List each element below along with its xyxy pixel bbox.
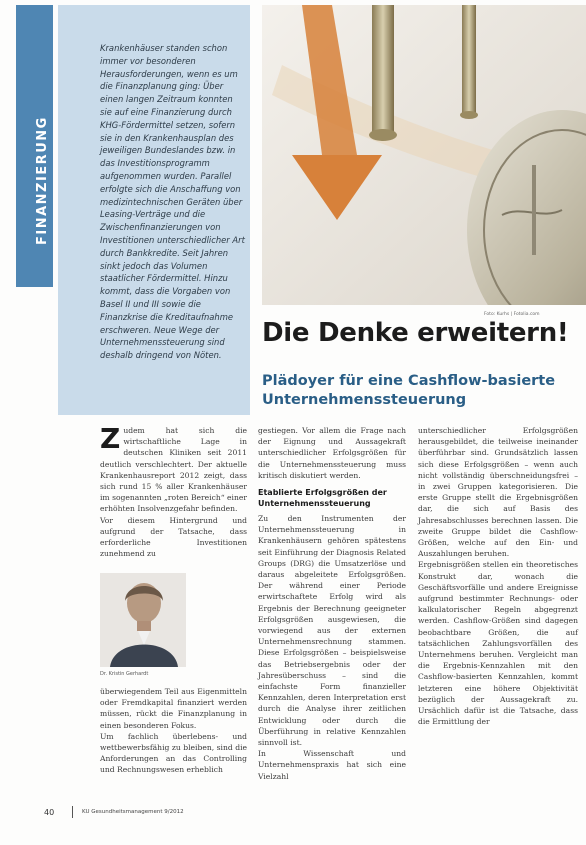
author-portrait — [100, 573, 186, 667]
author-photo — [100, 573, 186, 667]
publication-name: KU Gesundheitsmanagement 9/2012 — [82, 809, 184, 815]
body-column-2 — [258, 425, 406, 782]
page-number: 40 — [44, 808, 55, 817]
portrait-caption: Dr. Kristin Gerhardt — [100, 671, 149, 677]
paragraph: Vor diesem Hintergrund und aufgrund der Tatsache, dass erforderliche Investitionen zunehmend zu — [100, 515, 247, 559]
body-column-3 — [418, 425, 578, 727]
paragraph: Ergebnisgrößen stellen ein theoretisches Konstrukt dar, wonach die Geschäftsvorfälle und andere Ereignisse aufgrund bestimmter Rechnungs- oder kalkulatorischer Regeln abgegrenzt werden. Cashflow-Größen sind dagegen beobachtbare Größen, die auf tatsächlichen Zahlungsvorfällen des Unternehmens beruhen. Vergleicht man die Ergebnis-Kennzahlen mit den Cashflow-basierten Kennzahlen, kommt letzteren eine höhere Objektivität bezüglich der Aussagekraft zu. Ursächlich dafür ist die Tatsache, dass die Ermittlung der — [418, 560, 578, 727]
paragraph: Zu den Instrumenten der Unternehmenssteuerung in Krankenhäusern gehören spätestens seit Einführung der Diagnosis Related Groups (DRG) die Umsatzerlöse und daraus abgeleitete Erfolgsgrößen. Der während einer Periode erwirtschaftete Erfolg wird als Ergebnis der Berechnung geeigneter Erfolgsgrößen ausgewiesen, die vorwiegend aus der externen Unternehmensrechnung stammen. Diese Erfolgsgrößen – beispielsweise das Betriebsergebnis oder der Jahresüberschuss – sind die einfachste Form finanzieller Kennzahlen, deren Interpretation erst durch die Analyse ihrer zeitlichen Entwicklung oder durch die Überführung in relative Kennzahlen sinnvoll ist. — [258, 514, 406, 748]
section-label: FINANZIERUNG — [35, 116, 50, 245]
paragraph: gestiegen. Vor allem die Frage nach der Eignung und Aussagekraft unterschiedlicher Erfolgsgrößen für die Unternehmenssteuerung muss kritisch diskutiert werden. — [258, 426, 406, 480]
body-column-1 — [100, 422, 247, 559]
paragraph: unterschiedlicher Erfolgsgrößen herausgebildet, die teilweise ineinander überführbar sind. Grundsätzlich lassen sich diese Erfolgsgrößen – wenn auch nicht vollständig überschneidungsfrei – in zwei Gruppen kategorisieren. Die erste Gruppe stellt die Ergebnisgrößen dar, die sich auf Basis des Jahresabschlusses berechnen lassen. Die zweite Gruppe bildet die Cashflow-Größen, welche auf den Ein- und Auszahlungen beruhen. — [418, 426, 578, 559]
intro-text: Krankenhäuser standen schon immer vor besonderen Herausforderungen, wenn es um die Finanzplanung ging: Über einen langen Zeitraum konnten sie auf eine Finanzierung durch KHG-Fördermittel setzen, sofern sie in den Krankenhausplan des jeweiligen Bundeslandes bzw. in das Investitionsprogramm aufgenommen wurden. Parallel erfolgte sich die Anschaffung von medizintechnischen Geräten über Leasing-Verträge und die Zwischenfinanzierungen von Investitionen unterschiedlicher Art durch Bankkredite. Seit Jahren sinkt jedoch das Volumen staatlicher Fördermittel. Hinzu kommt, dass die Vorgaben von Basel II und III sowie die Finanzkrise die Kreditaufnahme erschweren. Neue Wege der Unternehmenssteuerung sind deshalb dringend von Nöten. — [100, 43, 245, 361]
photo-credit: Foto: Kurhs | Fotolia.com — [484, 312, 540, 317]
header-photo — [262, 5, 586, 305]
article-headline: Die Denke erweitern! — [262, 318, 569, 348]
paragraph: Um fachlich überlebens- und wettbewerbsfähig zu bleiben, sind die Anforderungen an das Controlling und Rechnungswesen erheblich — [100, 731, 247, 775]
article-subheadline: Plädoyer für eine Cashflow-basierte Unternehmenssteuerung — [262, 373, 556, 408]
paragraph: udem hat sich die wirtschaftliche Lage in deutschen Kliniken seit 2011 deutlich verschlechtert. Der aktuelle Krankenhausreport 2012 zeigt, dass sich rund 15 % aller Krankenhäuser im sogenannten „roten Bereich“ einer erhöhten Insolvenzgefahr befinden. — [100, 426, 247, 514]
coins-arrow-illustration — [262, 5, 586, 305]
drop-cap: Z — [100, 422, 121, 455]
section-heading: Etablierte Erfolgsgrößen der Unternehmenssteuerung — [258, 488, 387, 509]
body-column-1-continued — [100, 686, 247, 776]
paragraph: überwiegendem Teil aus Eigenmitteln oder Fremdkapital finanziert werden müssen, rückt die Finanzplanung in einen besonderen Fokus. — [100, 687, 247, 730]
paragraph: In Wissenschaft und Unternehmenspraxis hat sich eine Vielzahl — [258, 749, 406, 781]
footer-divider — [72, 806, 73, 818]
